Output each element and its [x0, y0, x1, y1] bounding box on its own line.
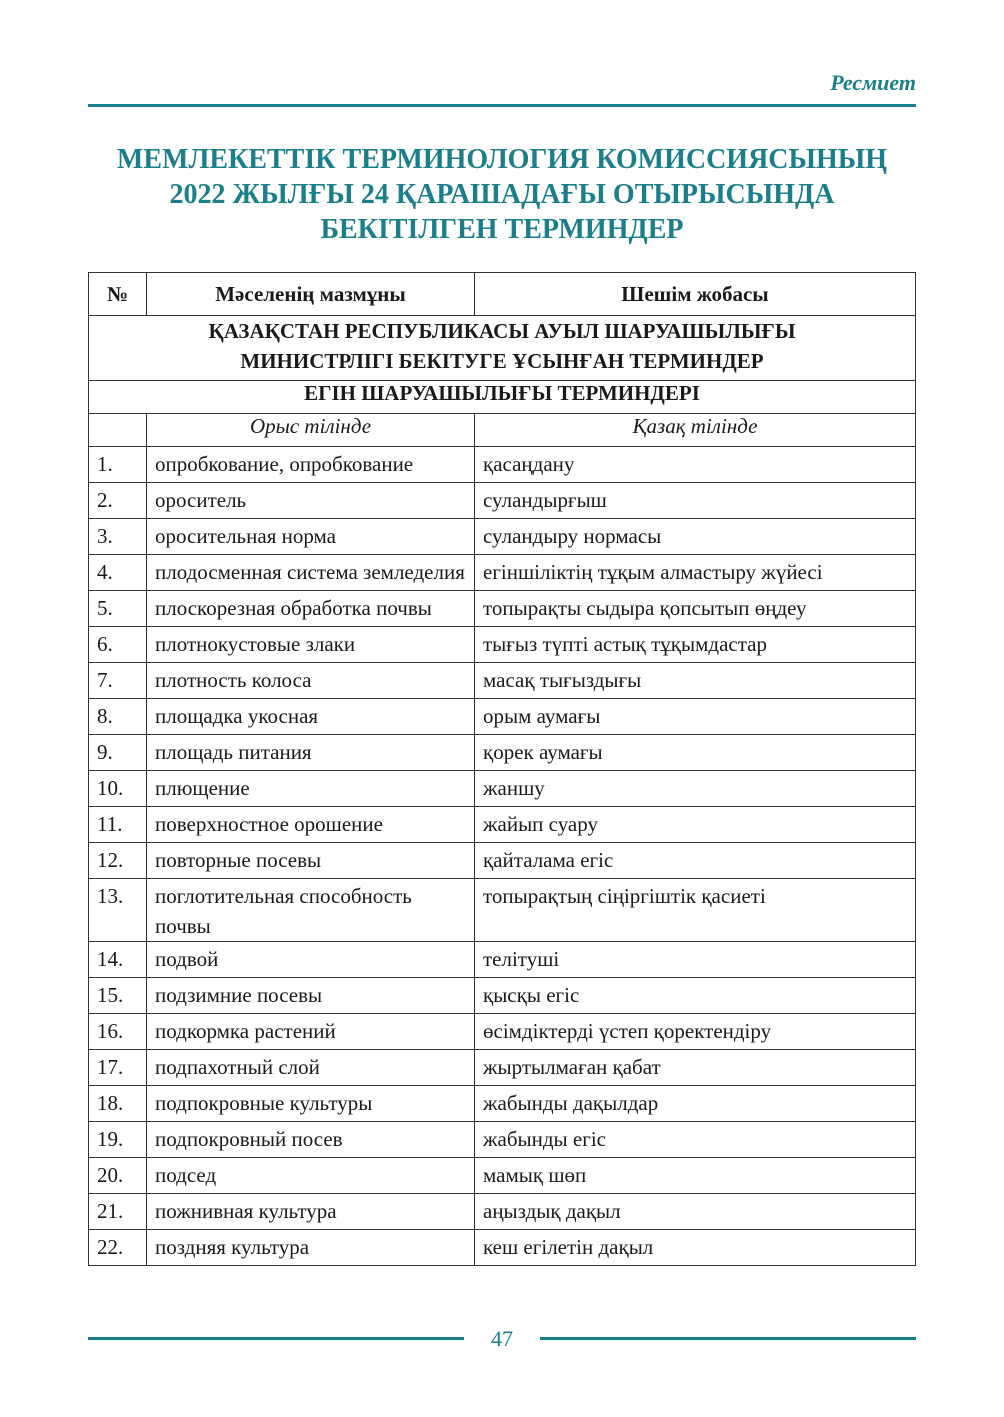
row-number: 11.: [89, 807, 147, 843]
table-row: [89, 663, 916, 699]
row-term-ru: ороситель: [147, 483, 475, 519]
terms-table: [88, 272, 916, 1266]
row-term-ru: подпахотный слой: [147, 1050, 475, 1086]
subsection-title: ЕГІН ШАРУАШЫЛЫҒЫ ТЕРМИНДЕРІ: [89, 381, 916, 414]
table-row: [89, 807, 916, 843]
page-title-line-1: МЕМЛЕКЕТТІК ТЕРМИНОЛОГИЯ КОМИССИЯСЫНЫҢ: [116, 144, 888, 175]
row-number: 16.: [89, 1014, 147, 1050]
row-term-kz: қасаңдану: [475, 447, 916, 483]
table-header-row: [89, 273, 916, 316]
row-term-kz: қайталама егіс: [475, 843, 916, 879]
table-row: [89, 591, 916, 627]
table-row: [89, 771, 916, 807]
table-row: [89, 1158, 916, 1194]
table-row: [89, 447, 916, 483]
table-row: [89, 1086, 916, 1122]
table-row: [89, 942, 916, 978]
row-number: 8.: [89, 699, 147, 735]
row-term-ru: плотность колоса: [147, 663, 475, 699]
row-term-ru: повторные посевы: [147, 843, 475, 879]
section-label: Ресмиет: [830, 70, 916, 95]
row-term-ru: подкормка растений: [147, 1014, 475, 1050]
row-term-kz: өсімдіктерді үстеп қоректендіру: [475, 1014, 916, 1050]
row-term-ru: поздняя культура: [147, 1230, 475, 1266]
row-term-ru: поглотительная способность почвы: [147, 879, 475, 942]
table-row: [89, 843, 916, 879]
row-term-kz: топырақтың сіңіргіштік қасиеті: [475, 879, 916, 942]
row-number: 12.: [89, 843, 147, 879]
row-number: 21.: [89, 1194, 147, 1230]
page-title-line-3: БЕКІТІЛГЕН ТЕРМИНДЕР: [320, 214, 684, 245]
row-term-ru: подзимние посевы: [147, 978, 475, 1014]
row-term-kz: жыртылмаған қабат: [475, 1050, 916, 1086]
table-row: [89, 519, 916, 555]
table-row: [89, 1230, 916, 1266]
table-row: [89, 879, 916, 942]
row-term-ru: опробкование, опробкование: [147, 447, 475, 483]
subsection-title-row: [89, 381, 916, 414]
row-term-kz: аңыздық дақыл: [475, 1194, 916, 1230]
row-number: 5.: [89, 591, 147, 627]
language-header-row: [89, 414, 916, 447]
row-term-ru: поверхностное орошение: [147, 807, 475, 843]
page-number: 47: [491, 1326, 513, 1351]
row-number: 15.: [89, 978, 147, 1014]
row-term-ru: подпокровные культуры: [147, 1086, 475, 1122]
row-term-ru: подвой: [147, 942, 475, 978]
table-row: [89, 555, 916, 591]
language-ru: Орыс тілінде: [147, 414, 475, 447]
row-term-kz: суландырғыш: [475, 483, 916, 519]
row-number: 10.: [89, 771, 147, 807]
row-term-kz: мамық шөп: [475, 1158, 916, 1194]
row-term-kz: жаншу: [475, 771, 916, 807]
row-number: 14.: [89, 942, 147, 978]
header-decision: Шешім жобасы: [475, 273, 916, 316]
table-row: [89, 978, 916, 1014]
row-term-kz: суландыру нормасы: [475, 519, 916, 555]
table-row: [89, 1194, 916, 1230]
row-term-kz: қорек аумағы: [475, 735, 916, 771]
row-term-ru: пожнивная культура: [147, 1194, 475, 1230]
footer-divider-right: [540, 1337, 916, 1340]
row-number: 19.: [89, 1122, 147, 1158]
table-row: [89, 699, 916, 735]
row-term-kz: қысқы егіс: [475, 978, 916, 1014]
row-term-ru: площадь питания: [147, 735, 475, 771]
section-title-line-2: МИНИСТРЛІГІ БЕКІТУГЕ ҰСЫНҒАН ТЕРМИНДЕР: [240, 349, 764, 373]
table-row: [89, 627, 916, 663]
row-term-kz: топырақты сыдыра қопсытып өңдеу: [475, 591, 916, 627]
row-number: 13.: [89, 879, 147, 942]
table-row: [89, 1050, 916, 1086]
row-term-kz: тығыз түпті астық тұқымдастар: [475, 627, 916, 663]
row-term-kz: жайып суару: [475, 807, 916, 843]
row-term-ru: плотнокустовые злаки: [147, 627, 475, 663]
row-term-ru: плоскорезная обработка почвы: [147, 591, 475, 627]
row-term-ru: оросительная норма: [147, 519, 475, 555]
header-content: Мәселенің мазмұны: [147, 273, 475, 316]
table-row: [89, 483, 916, 519]
row-number: 18.: [89, 1086, 147, 1122]
row-term-ru: плодосменная система земледелия: [147, 555, 475, 591]
section-title-row: [89, 316, 916, 381]
row-term-ru: подпокровный посев: [147, 1122, 475, 1158]
row-number: 6.: [89, 627, 147, 663]
row-number: 4.: [89, 555, 147, 591]
row-number: 17.: [89, 1050, 147, 1086]
header-divider: [88, 104, 916, 107]
page-title: [88, 142, 916, 247]
language-empty-cell: [89, 414, 147, 447]
row-number: 22.: [89, 1230, 147, 1266]
row-term-kz: телітуші: [475, 942, 916, 978]
row-term-ru: площадка укосная: [147, 699, 475, 735]
row-term-kz: егіншіліктің тұқым алмастыру жүйесі: [475, 555, 916, 591]
row-term-kz: масақ тығыздығы: [475, 663, 916, 699]
row-term-ru: подсед: [147, 1158, 475, 1194]
row-number: 3.: [89, 519, 147, 555]
page-title-line-2: 2022 ЖЫЛҒЫ 24 ҚАРАШАДАҒЫ ОТЫРЫСЫНДА: [169, 179, 835, 210]
row-term-ru: плющение: [147, 771, 475, 807]
table-row: [89, 1014, 916, 1050]
section-title-line-1: ҚАЗАҚСТАН РЕСПУБЛИКАСЫ АУЫЛ ШАРУАШЫЛЫҒЫ: [208, 319, 796, 343]
row-number: 7.: [89, 663, 147, 699]
row-number: 20.: [89, 1158, 147, 1194]
footer-divider-left: [88, 1337, 464, 1340]
section-title: [89, 316, 916, 381]
row-number: 9.: [89, 735, 147, 771]
row-term-kz: жабынды егіс: [475, 1122, 916, 1158]
row-term-kz: орым аумағы: [475, 699, 916, 735]
header-number: №: [89, 273, 147, 316]
row-number: 2.: [89, 483, 147, 519]
row-number: 1.: [89, 447, 147, 483]
table-row: [89, 1122, 916, 1158]
table-row: [89, 735, 916, 771]
language-kz: Қазақ тілінде: [475, 414, 916, 447]
row-term-kz: кеш егілетін дақыл: [475, 1230, 916, 1266]
row-term-kz: жабынды дақылдар: [475, 1086, 916, 1122]
